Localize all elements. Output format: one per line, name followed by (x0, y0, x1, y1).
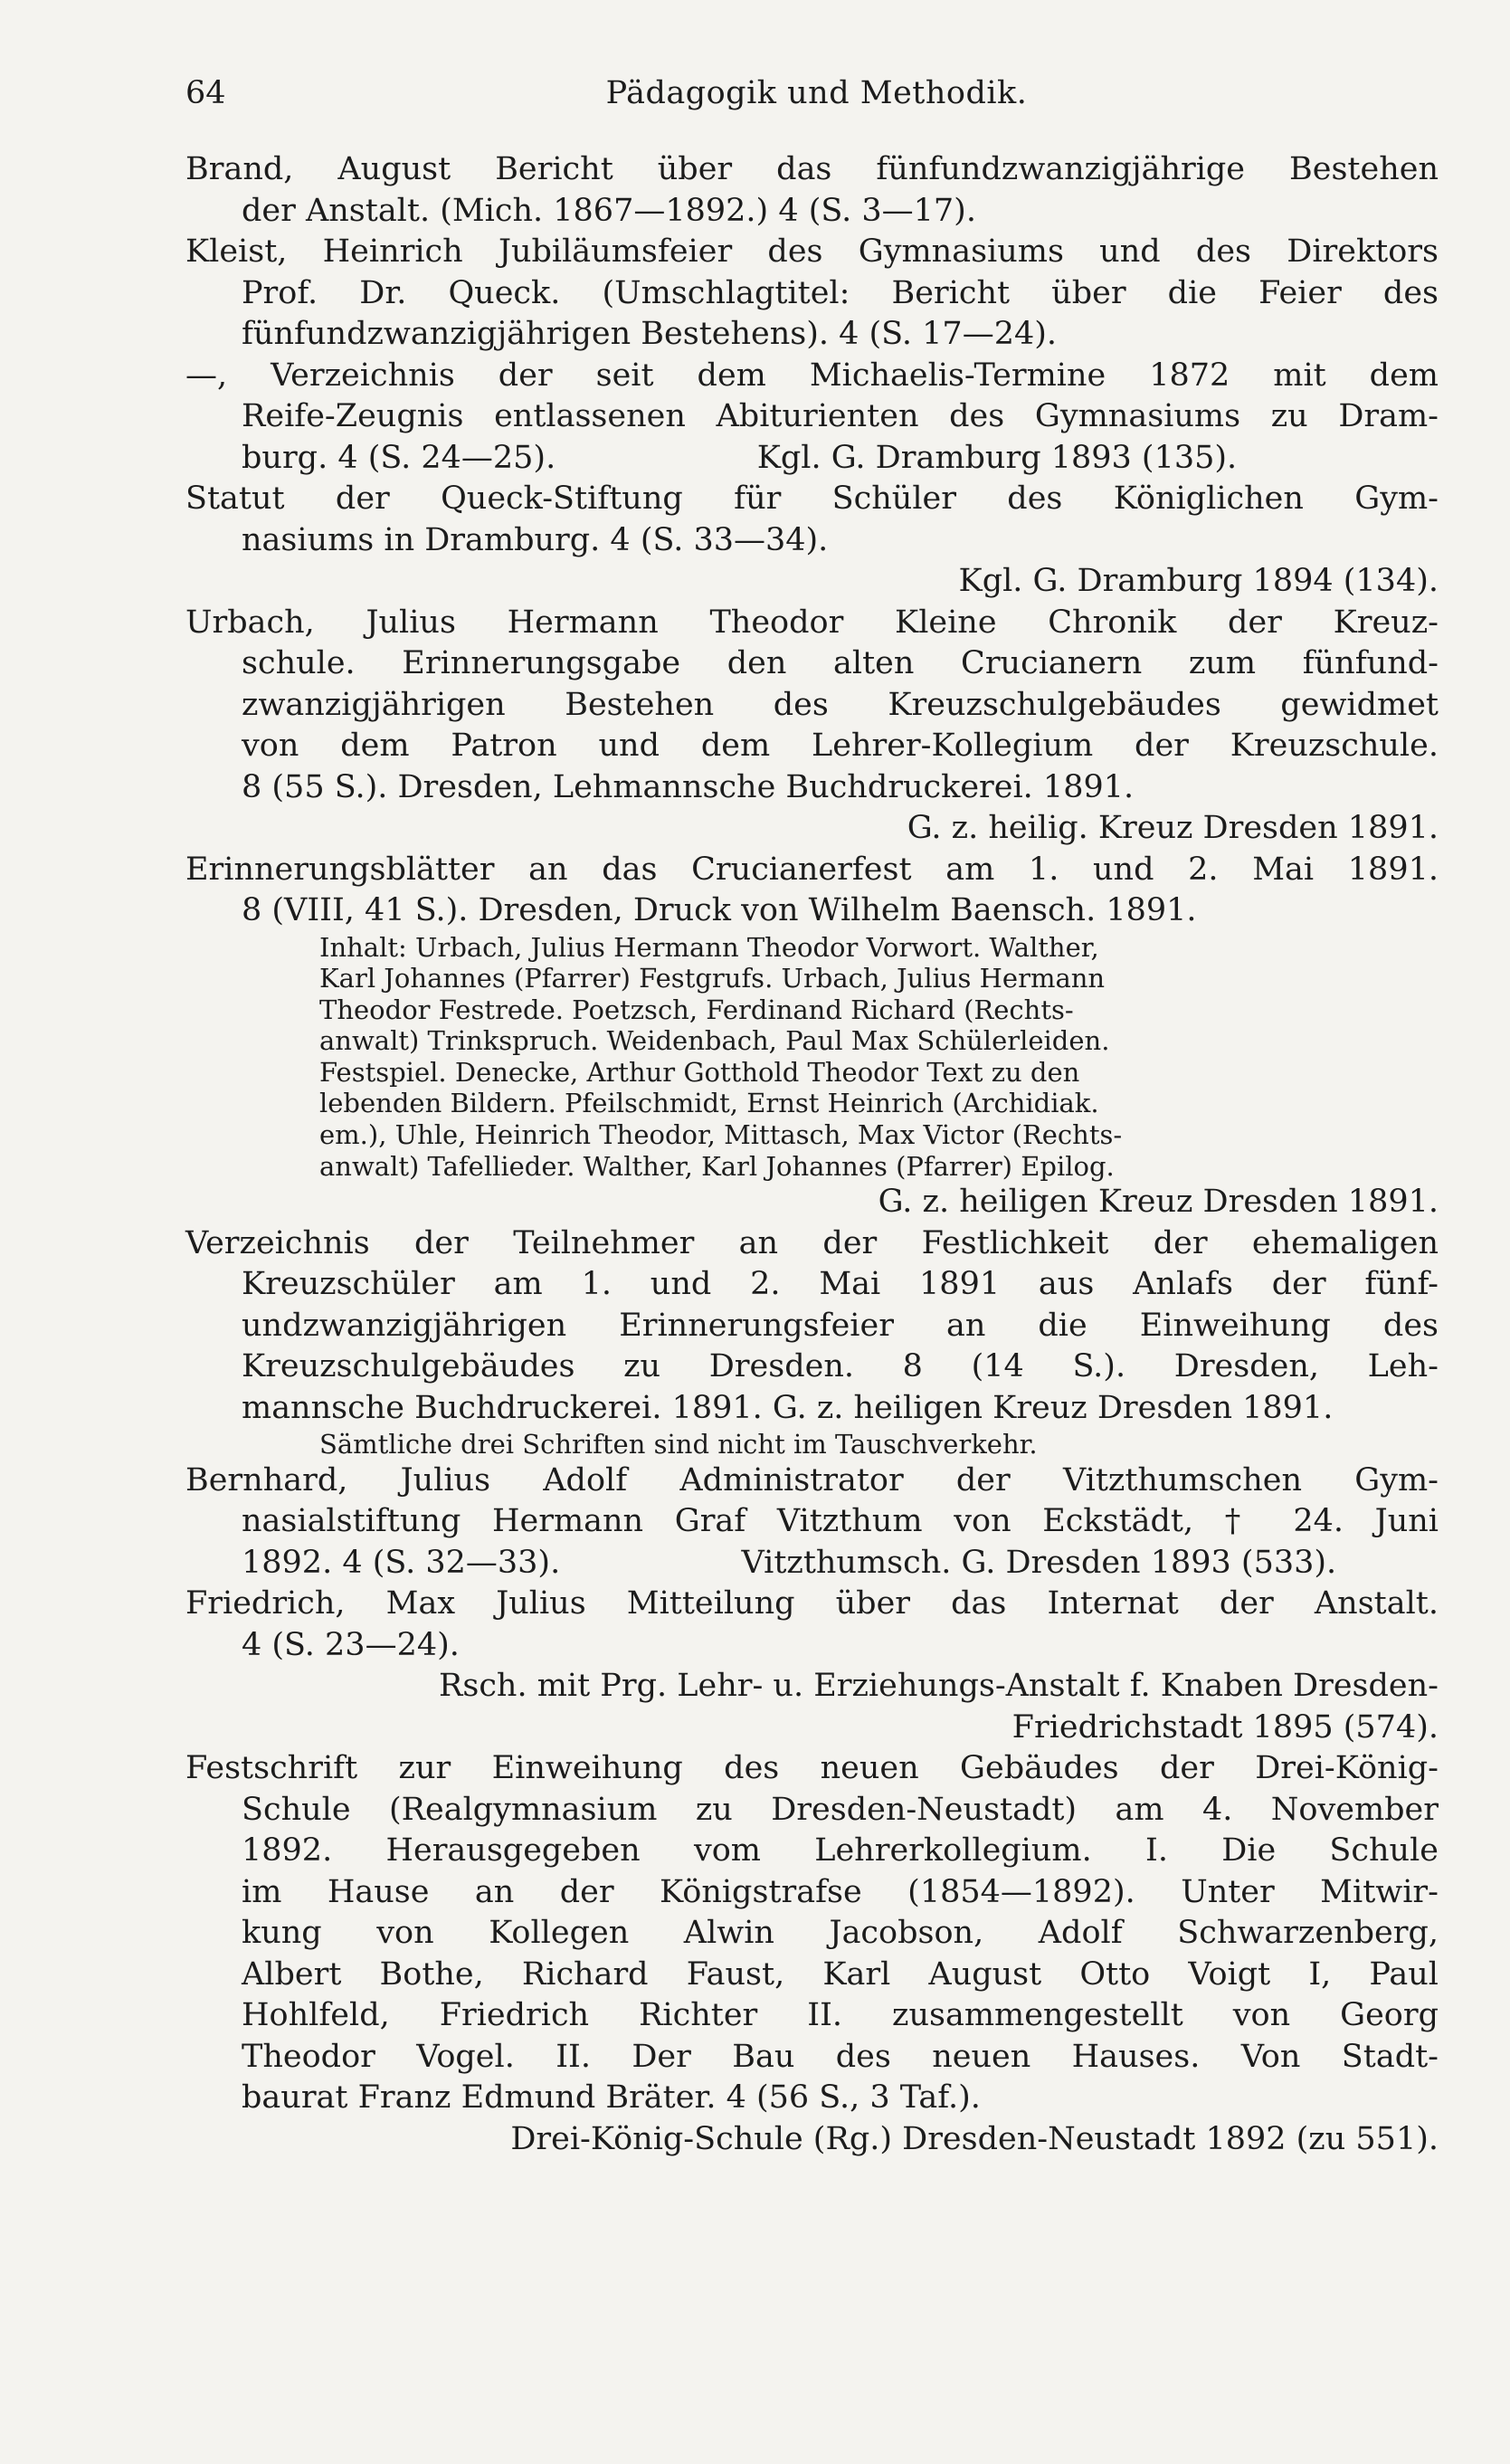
text-line: Friedrich, Max Julius Mitteilung über das Internat der Anstalt. (185, 1585, 1439, 1622)
location-line: Friedrichstadt 1895 (574). (1011, 1708, 1439, 1746)
text-line: 1892. 4 (S. 32—33). Vitzthumsch. G. Dresden 1893 (533). (242, 1544, 1337, 1581)
text-line: Bernhard, Julius Adolf Administrator der Vitzthumschen Gym- (185, 1461, 1439, 1498)
contents-note-line: Theodor Festrede. Poetzsch, Ferdinand Richard (Rechts- (319, 994, 1074, 1025)
contents-note-line: Inhalt: Urbach, Julius Hermann Theodor Vorwort. Walther, (319, 931, 1099, 963)
entry-urbach (185, 603, 1439, 850)
text-line: mannsche Buchdruckerei. 1891. G. z. heiligen Kreuz Dresden 1891. (242, 1389, 1334, 1426)
text-line: Kleist, Heinrich Jubiläumsfeier des Gymnasiums und des Direktors (185, 233, 1439, 270)
entry-kleist-verzeichnis (185, 356, 1439, 480)
entry-festschrift (185, 1748, 1439, 2160)
contents-note-line: Karl Johannes (Pfarrer) Festgrufs. Urbach, Julius Hermann (319, 963, 1106, 994)
text-line: Urbach, Julius Hermann Theodor Kleine Chronik der Kreuz- (185, 604, 1439, 641)
text-line: Reife-Zeugnis entlassenen Abiturienten des Gymnasiums zu Dram- (242, 398, 1439, 434)
entry-verzeichnis-teilnehmer (185, 1223, 1439, 1460)
text-line: Theodor Vogel. II. Der Bau des neuen Hauses. Von Stadt- (242, 2038, 1439, 2075)
entry-kleist (185, 232, 1439, 356)
text-line: 4 (S. 23—24). (242, 1626, 460, 1663)
entry-brand (185, 149, 1439, 232)
text-line: von dem Patron und dem Lehrer-Kollegium der Kreuzschule. (242, 728, 1439, 764)
entry-bernhard (185, 1460, 1439, 1584)
contents-note-line: anwalt) Trinkspruch. Weidenbach, Paul Max Schülerleiden. (319, 1025, 1110, 1057)
text-line: 1892. Herausgegeben vom Lehrerkollegium. I. Die Schule (242, 1832, 1439, 1869)
contents-note-line: anwalt) Tafellieder. Walther, Karl Johannes (Pfarrer) Epilog. (319, 1150, 1115, 1182)
text-line: burg. 4 (S. 24—25). Kgl. G. Dramburg 1893 (135). (242, 439, 1238, 476)
text-line: schule. Erinnerungsgabe den alten Crucianern zum fünfund- (242, 645, 1439, 681)
location-line: Rsch. mit Prg. Lehr- u. Erziehungs-Anstalt f. Knaben Dresden- (439, 1668, 1439, 1705)
text-line: Schule (Realgymnasium zu Dresden-Neustadt) am 4. November (242, 1791, 1439, 1828)
location-line: Drei-König-Schule (Rg.) Dresden-Neustadt 1892 (zu 551). (510, 2120, 1439, 2157)
text-line: zwanzigjährigen Bestehen des Kreuzschulgebäudes gewidmet (242, 686, 1439, 723)
text-line: kung von Kollegen Alwin Jacobson, Adolf Schwarzenberg, (242, 1915, 1439, 1952)
text-line: fünfundzwanzigjährigen Bestehens). 4 (S. 17—24). (242, 316, 1058, 352)
text-line: Kreuzschüler am 1. und 2. Mai 1891 aus Anlafs der fünf- (242, 1266, 1439, 1303)
entry-friedrich (185, 1584, 1439, 1748)
text-line: Erinnerungsblätter an das Crucianerfest am 1. und 2. Mai 1891. (185, 851, 1439, 888)
text-line: nasialstiftung Hermann Graf Vitzthum von Eckstädt, † 24. Juni (242, 1503, 1439, 1540)
page-number: 64 (185, 75, 226, 111)
text-line: Verzeichnis der Teilnehmer an der Festlichkeit der ehemaligen (185, 1224, 1439, 1261)
text-line: im Hause an der Königstrafse (1854—1892). Unter Mitwir- (242, 1873, 1439, 1910)
text-line: baurat Franz Edmund Bräter. 4 (56 S., 3 Taf.). (242, 2079, 981, 2117)
text-line: 8 (VIII, 41 S.). Dresden, Druck von Wilhelm Baensch. 1891. (242, 892, 1197, 928)
entry-statut (185, 479, 1439, 603)
text-line: Albert Bothe, Richard Faust, Karl August Otto Voigt I, Paul (242, 1955, 1439, 1993)
text-line: undzwanzigjährigen Erinnerungsfeier an die Einweihung des (242, 1307, 1439, 1344)
location-line: G. z. heilig. Kreuz Dresden 1891. (907, 810, 1439, 846)
tausch-note: Sämtliche drei Schriften sind nicht im Tauschverkehr. (319, 1429, 1038, 1460)
location-line: G. z. heiligen Kreuz Dresden 1891. (878, 1184, 1439, 1221)
running-title: Pädagogik und Methodik. (605, 75, 1028, 111)
bibliography-list (185, 149, 1439, 2160)
text-line: nasiums in Dramburg. 4 (S. 33—34). (242, 521, 829, 558)
contents-note-line: lebenden Bildern. Pfeilschmidt, Ernst Heinrich (Archidiak. (319, 1088, 1099, 1119)
text-line: der Anstalt. (Mich. 1867—1892.) 4 (S. 3—17). (242, 192, 976, 229)
text-line: Prof. Dr. Queck. (Umschlagtitel: Bericht über die Feier des (242, 274, 1439, 311)
text-line: 8 (55 S.). Dresden, Lehmannsche Buchdruckerei. 1891. (242, 768, 1135, 805)
text-line: Festschrift zur Einweihung des neuen Gebäudes der Drei-König- (185, 1750, 1439, 1787)
contents-note-line: Festspiel. Denecke, Arthur Gotthold Theodor Text zu den (319, 1056, 1080, 1088)
contents-note-line: em.), Uhle, Heinrich Theodor, Mittasch, Max Victor (Rechts- (319, 1119, 1123, 1151)
text-line: Statut der Queck-Stiftung für Schüler des Königlichen Gym- (185, 480, 1439, 517)
text-line: Kreuzschulgebäudes zu Dresden. 8 (14 S.). Dresden, Leh- (242, 1348, 1439, 1385)
entry-erinnerungsblaetter (185, 850, 1439, 1223)
text-line: —, Verzeichnis der seit dem Michaelis-Termine 1872 mit dem (185, 357, 1439, 394)
text-line: Brand, August Bericht über das fünfundzwanzigjährige Bestehen (185, 151, 1439, 187)
location-line: Kgl. G. Dramburg 1894 (134). (958, 563, 1439, 599)
text-line: Hohlfeld, Friedrich Richter II. zusammengestellt von Georg (242, 1997, 1439, 2034)
